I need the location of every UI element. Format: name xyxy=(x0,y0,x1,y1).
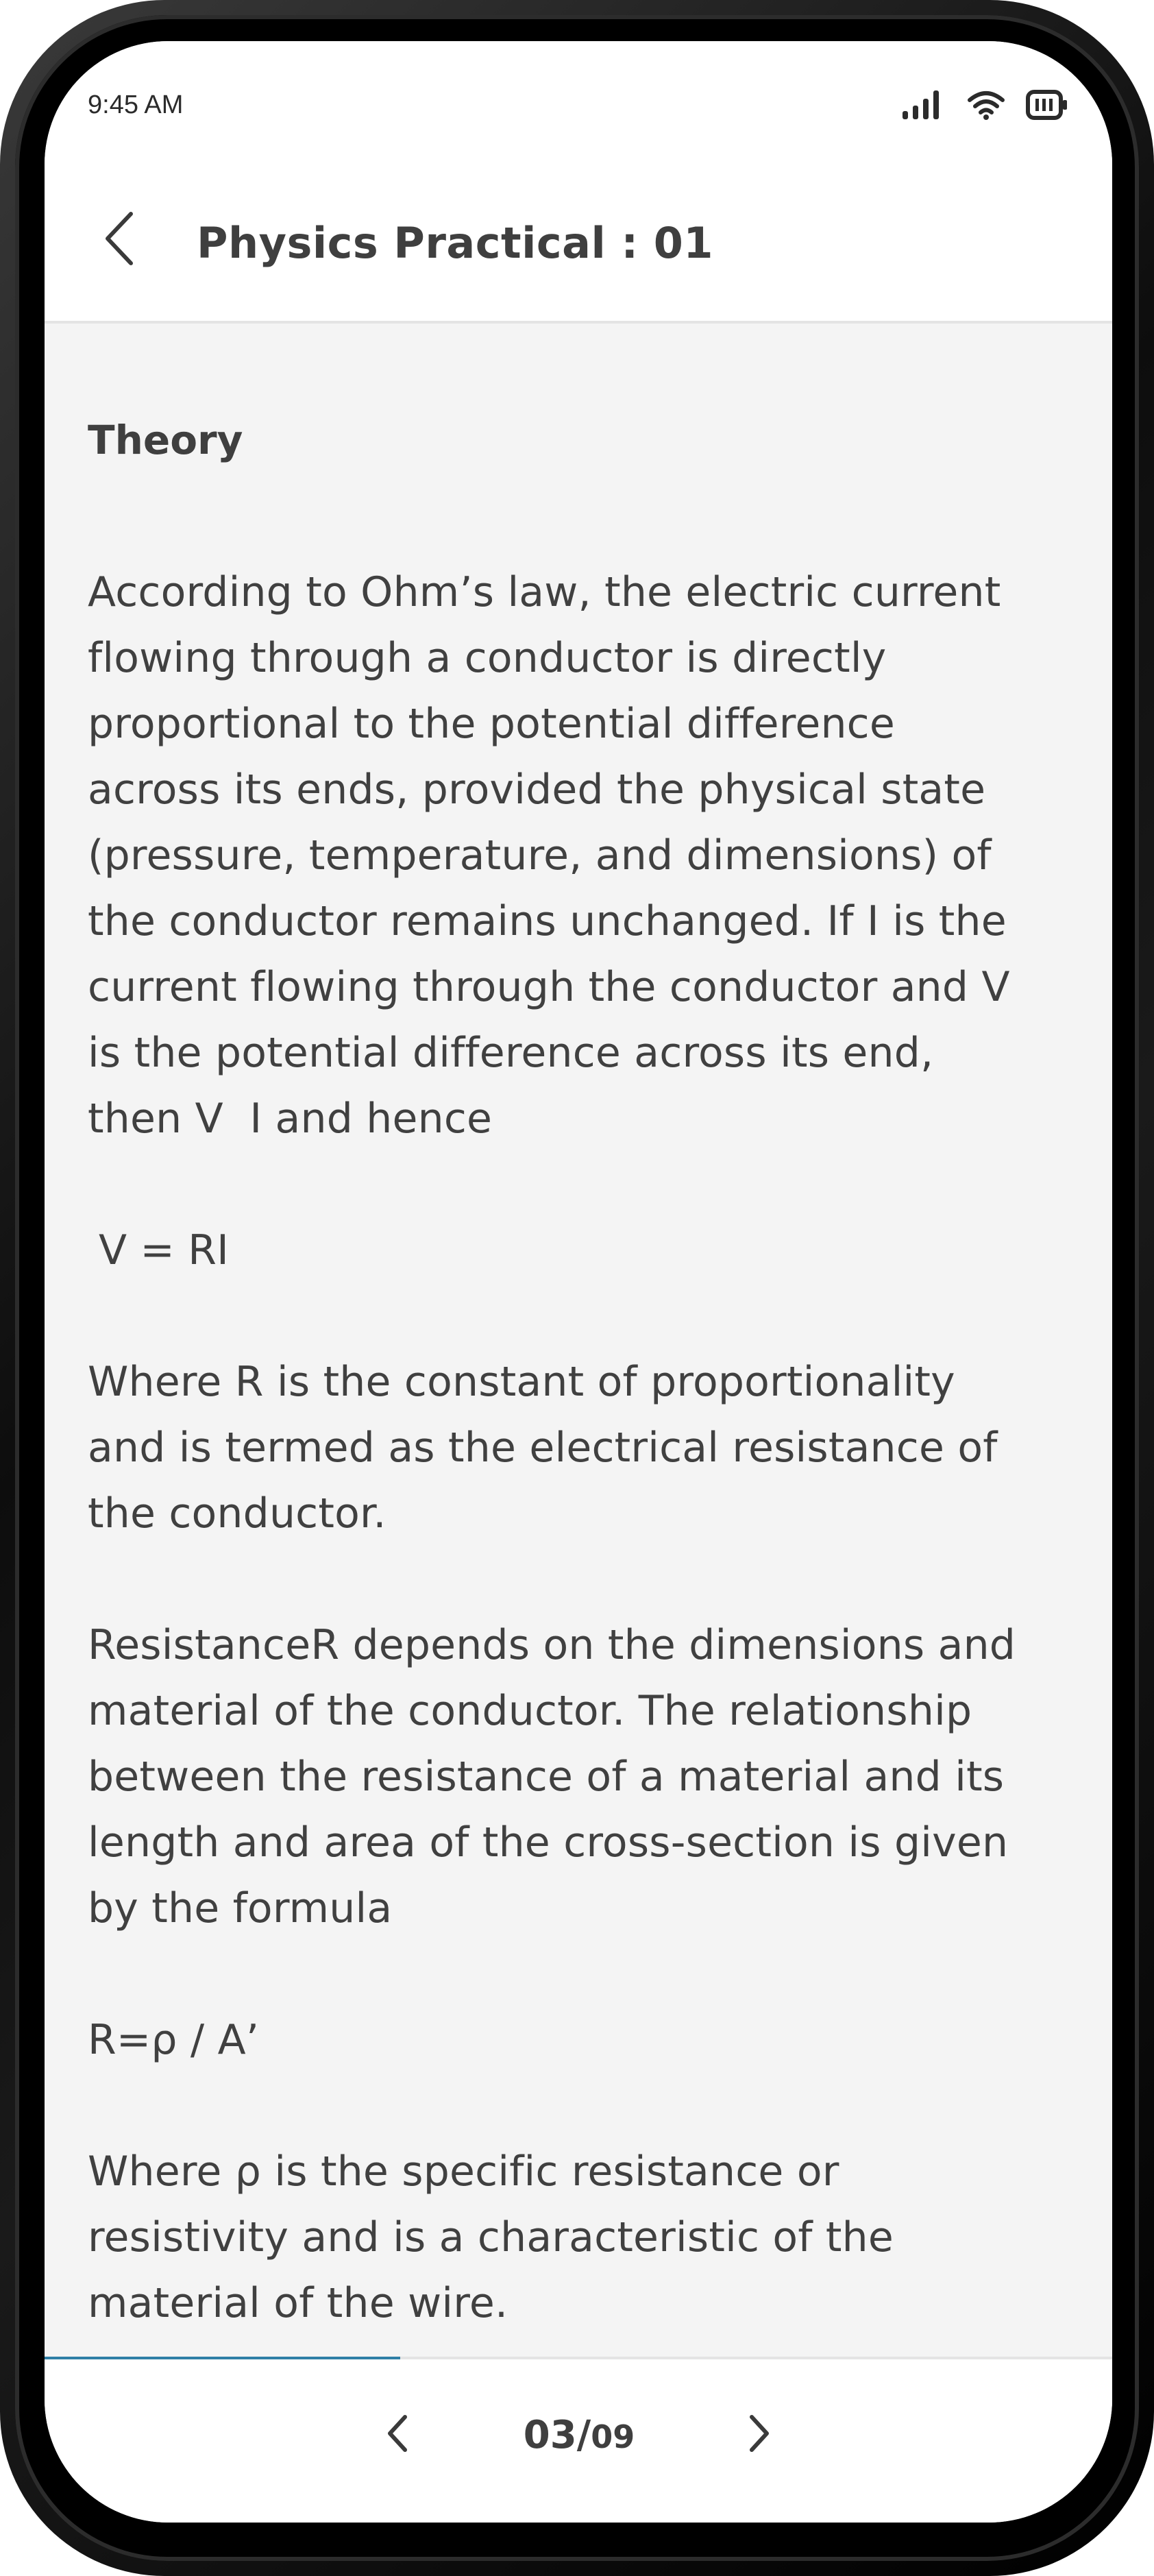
previous-page-button[interactable] xyxy=(364,2401,432,2469)
wifi-icon xyxy=(967,89,1005,123)
section-title: Theory xyxy=(88,417,243,463)
pager xyxy=(45,2394,1112,2476)
chevron-left-icon xyxy=(384,2413,412,2457)
battery-icon xyxy=(1026,89,1068,123)
paragraph-resistance-definition: Where R is the constant of proportionality and is termed as the electrical resistance of the conductor. xyxy=(88,1358,998,1538)
total-pages: 09 xyxy=(591,2418,635,2455)
paragraph-resistivity: Where ρ is the specific resistance or resistivity and is a characteristic of the material of the wire. xyxy=(88,2148,894,2327)
pager-footer xyxy=(45,2357,1112,2523)
page-title: Physics Practical : 01 xyxy=(197,218,713,268)
page-counter xyxy=(476,2413,682,2457)
theory-content xyxy=(88,324,1088,2336)
signal-icon xyxy=(901,89,946,123)
progress-fill xyxy=(45,2357,400,2359)
formula-ohms-law: V = RI xyxy=(99,1226,230,1274)
status-bar xyxy=(45,41,1112,165)
chevron-left-icon xyxy=(99,210,140,270)
app-header xyxy=(45,165,1112,324)
formula-resistivity: R=ρ / A’ xyxy=(88,2016,260,2064)
screen xyxy=(45,41,1112,2523)
paragraph-ohms-law: According to Ohm’s law, the electric current flowing through a conductor is directly proportional to the potential difference across its ends, provided the physical state (pressure, temperature, and dimensions) of the conductor remains unchanged. If I is the current flowing through the conductor and V is the potential difference across its end, then V I and hence xyxy=(88,568,1010,1143)
back-button[interactable] xyxy=(86,206,154,274)
page-separator: / xyxy=(576,2413,591,2457)
next-page-button[interactable] xyxy=(724,2401,793,2469)
status-time: 9:45 AM xyxy=(88,90,184,119)
current-page: 03 xyxy=(523,2413,577,2457)
status-icons xyxy=(901,89,1068,123)
progress-bar xyxy=(45,2357,1112,2359)
chevron-right-icon xyxy=(745,2413,772,2457)
paragraph-resistance-dependence: ResistanceR depends on the dimensions and material of the conductor. The relationship between the resistance of a material and its length and area of the cross-section is given by the formula xyxy=(88,1621,1016,1932)
